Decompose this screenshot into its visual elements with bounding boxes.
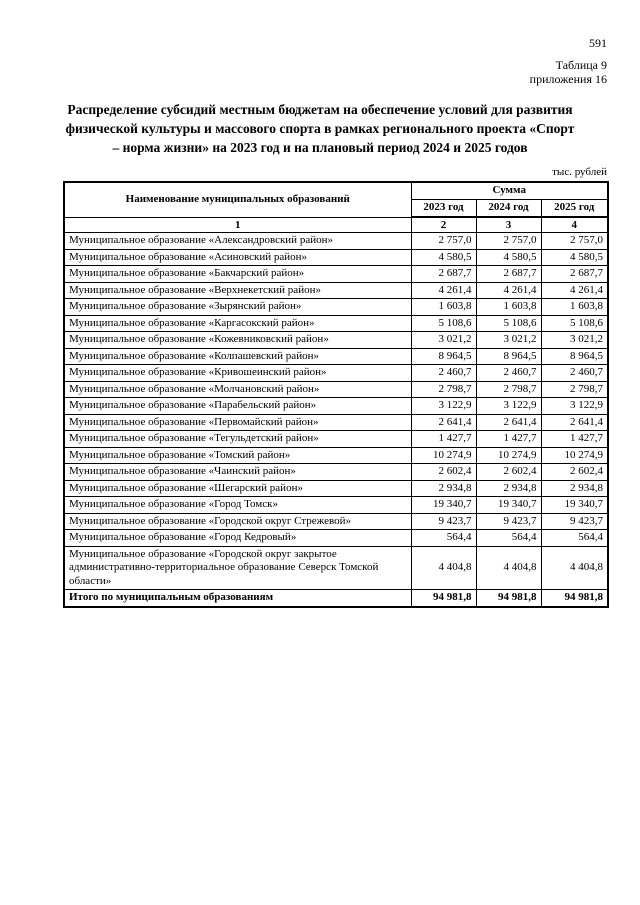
appendix-ref: приложения 16: [529, 72, 607, 86]
amount-cell-2025: 9 423,7: [541, 513, 608, 530]
table-row: [64, 381, 608, 398]
municipality-name-cell: Муниципальное образование «Александровский район»: [64, 233, 411, 250]
col-number-1: 1: [64, 217, 411, 233]
table-row: [64, 414, 608, 431]
amount-cell-2023: 2 757,0: [411, 233, 476, 250]
amount-cell-2025: 2 798,7: [541, 381, 608, 398]
municipality-name-cell: Муниципальное образование «Город Кедровый»: [64, 530, 411, 547]
table-row: [64, 365, 608, 382]
municipality-name-cell: Муниципальное образование «Томский район»: [64, 447, 411, 464]
col-header-2025: 2025 год: [541, 200, 608, 218]
amount-cell-2023: 564,4: [411, 530, 476, 547]
amount-cell-2023: 2 602,4: [411, 464, 476, 481]
amount-cell-2023: 1 603,8: [411, 299, 476, 316]
amount-cell-2024: 564,4: [476, 530, 541, 547]
col-number-3: 3: [476, 217, 541, 233]
amount-cell-2025: 2 757,0: [541, 233, 608, 250]
col-header-municipality: Наименование муниципальных образований: [64, 182, 411, 217]
amount-cell-2024: 2 641,4: [476, 414, 541, 431]
subsidy-distribution-table: [63, 181, 609, 608]
header-row-top: [64, 182, 608, 200]
col-number-2: 2: [411, 217, 476, 233]
amount-cell-2023: 9 423,7: [411, 513, 476, 530]
municipality-name-cell: Муниципальное образование «Молчановский район»: [64, 381, 411, 398]
table-header: [64, 182, 608, 233]
page-number: 591: [589, 36, 607, 50]
amount-cell-2024: 3 021,2: [476, 332, 541, 349]
table-row: [64, 480, 608, 497]
col-header-2024: 2024 год: [476, 200, 541, 218]
amount-cell-2023: 4 404,8: [411, 546, 476, 590]
total-amount-2024: 94 981,8: [476, 590, 541, 608]
total-label: Итого по муниципальным образованиям: [64, 590, 411, 608]
municipality-name-cell: Муниципальное образование «Тегульдетский район»: [64, 431, 411, 448]
total-row: [64, 590, 608, 608]
table-ref: Таблица 9: [555, 58, 607, 72]
amount-cell-2024: 2 460,7: [476, 365, 541, 382]
total-amount-2023: 94 981,8: [411, 590, 476, 608]
table-row: [64, 398, 608, 415]
amount-cell-2025: 3 122,9: [541, 398, 608, 415]
table-row: [64, 497, 608, 514]
municipality-name-cell: Муниципальное образование «Городской округ закрытое административно-территориальное образование Северск Томской области»: [64, 546, 411, 590]
municipality-name-cell: Муниципальное образование «Первомайский район»: [64, 414, 411, 431]
col-header-sum: Сумма: [411, 182, 608, 200]
amount-cell-2024: 9 423,7: [476, 513, 541, 530]
col-header-2023: 2023 год: [411, 200, 476, 218]
municipality-name-cell: Муниципальное образование «Парабельский район»: [64, 398, 411, 415]
amount-cell-2025: 2 641,4: [541, 414, 608, 431]
amount-cell-2023: 8 964,5: [411, 348, 476, 365]
amount-cell-2024: 8 964,5: [476, 348, 541, 365]
amount-cell-2024: 2 798,7: [476, 381, 541, 398]
table-row: [64, 249, 608, 266]
table-body: [64, 233, 608, 590]
table-row: [64, 447, 608, 464]
amount-cell-2023: 2 687,7: [411, 266, 476, 283]
municipality-name-cell: Муниципальное образование «Верхнекетский район»: [64, 282, 411, 299]
amount-cell-2023: 4 580,5: [411, 249, 476, 266]
amount-cell-2023: 3 021,2: [411, 332, 476, 349]
document-title: Распределение субсидий местным бюджетам на обеспечение условий для развития физической культуры и массового спорта в рамках регионального проекта «Спорт – норма жизни» на 2023 год и на плановый период 2024 и 2025 годов: [65, 102, 575, 155]
table-row: [64, 431, 608, 448]
amount-cell-2025: 2 460,7: [541, 365, 608, 382]
amount-cell-2023: 5 108,6: [411, 315, 476, 332]
amount-cell-2024: 1 603,8: [476, 299, 541, 316]
table-row: [64, 233, 608, 250]
table-row: [64, 464, 608, 481]
amount-cell-2024: 4 580,5: [476, 249, 541, 266]
municipality-name-cell: Муниципальное образование «Зырянский район»: [64, 299, 411, 316]
municipality-name-cell: Муниципальное образование «Город Томск»: [64, 497, 411, 514]
table-row: [64, 266, 608, 283]
amount-cell-2024: 4 404,8: [476, 546, 541, 590]
amount-cell-2025: 19 340,7: [541, 497, 608, 514]
table-row: [64, 332, 608, 349]
amount-cell-2024: 3 122,9: [476, 398, 541, 415]
municipality-name-cell: Муниципальное образование «Кривошеинский район»: [64, 365, 411, 382]
amount-cell-2025: 3 021,2: [541, 332, 608, 349]
amount-cell-2024: 2 757,0: [476, 233, 541, 250]
amount-cell-2024: 4 261,4: [476, 282, 541, 299]
municipality-name-cell: Муниципальное образование «Асиновский район»: [64, 249, 411, 266]
table-row: [64, 513, 608, 530]
amount-cell-2024: 1 427,7: [476, 431, 541, 448]
table-row: [64, 348, 608, 365]
amount-cell-2023: 4 261,4: [411, 282, 476, 299]
col-number-4: 4: [541, 217, 608, 233]
municipality-name-cell: Муниципальное образование «Чаинский район»: [64, 464, 411, 481]
amount-cell-2023: 2 934,8: [411, 480, 476, 497]
amount-cell-2024: 2 934,8: [476, 480, 541, 497]
amount-cell-2024: 2 602,4: [476, 464, 541, 481]
amount-cell-2024: 2 687,7: [476, 266, 541, 283]
amount-cell-2023: 2 641,4: [411, 414, 476, 431]
table-row: [64, 299, 608, 316]
amount-cell-2025: 2 602,4: [541, 464, 608, 481]
amount-cell-2023: 2 798,7: [411, 381, 476, 398]
amount-cell-2025: 8 964,5: [541, 348, 608, 365]
municipality-name-cell: Муниципальное образование «Каргасокский район»: [64, 315, 411, 332]
amount-cell-2025: 5 108,6: [541, 315, 608, 332]
units-label: тыс. рублей: [552, 166, 607, 178]
amount-cell-2023: 19 340,7: [411, 497, 476, 514]
amount-cell-2023: 1 427,7: [411, 431, 476, 448]
amount-cell-2025: 1 603,8: [541, 299, 608, 316]
table-footer: [64, 590, 608, 608]
amount-cell-2023: 2 460,7: [411, 365, 476, 382]
amount-cell-2025: 1 427,7: [541, 431, 608, 448]
amount-cell-2025: 4 580,5: [541, 249, 608, 266]
municipality-name-cell: Муниципальное образование «Бакчарский район»: [64, 266, 411, 283]
amount-cell-2024: 19 340,7: [476, 497, 541, 514]
amount-cell-2024: 5 108,6: [476, 315, 541, 332]
table-row: [64, 282, 608, 299]
table-row: [64, 530, 608, 547]
amount-cell-2025: 2 934,8: [541, 480, 608, 497]
table-row: [64, 546, 608, 590]
amount-cell-2025: 10 274,9: [541, 447, 608, 464]
municipality-name-cell: Муниципальное образование «Кожевниковский район»: [64, 332, 411, 349]
amount-cell-2025: 564,4: [541, 530, 608, 547]
amount-cell-2024: 10 274,9: [476, 447, 541, 464]
amount-cell-2023: 3 122,9: [411, 398, 476, 415]
column-numbering-row: [64, 217, 608, 233]
reference-block: [0, 58, 607, 86]
municipality-name-cell: Муниципальное образование «Шегарский район»: [64, 480, 411, 497]
amount-cell-2025: 4 404,8: [541, 546, 608, 590]
amount-cell-2025: 2 687,7: [541, 266, 608, 283]
total-amount-2025: 94 981,8: [541, 590, 608, 608]
table-row: [64, 315, 608, 332]
amount-cell-2023: 10 274,9: [411, 447, 476, 464]
municipality-name-cell: Муниципальное образование «Колпашевский район»: [64, 348, 411, 365]
municipality-name-cell: Муниципальное образование «Городской округ Стрежевой»: [64, 513, 411, 530]
amount-cell-2025: 4 261,4: [541, 282, 608, 299]
